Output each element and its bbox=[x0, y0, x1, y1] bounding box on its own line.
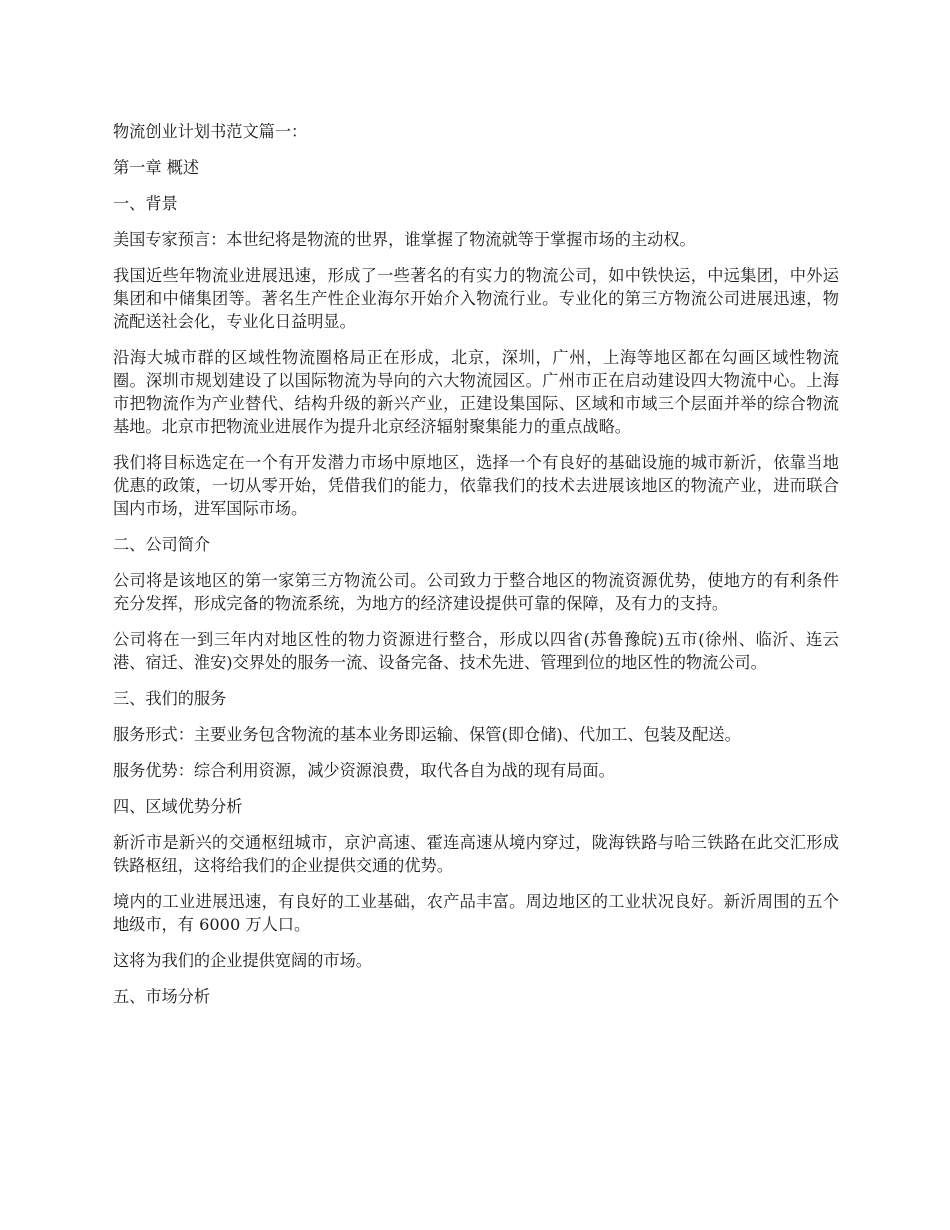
paragraph: 这将为我们的企业提供宽阔的市场。 bbox=[113, 951, 372, 970]
paragraph: 服务优势：综合利用资源，减少资源浪费，取代各自为战的现有局面。 bbox=[113, 761, 615, 780]
paragraph: 我国近些年物流业进展迅速，形成了一些著名的有实力的物流公司，如中铁快运，中远集团，中外运集团和中储集团等。著名生产性企业海尔开始介入物流行业。专业化的第三方物流公司进展迅速，物流配送社会化，专业化日益明显。 bbox=[113, 266, 839, 331]
paragraph: 服务形式：主要业务包含物流的基本业务即运输、保管(即仓储)、代加工、包装及配送。 bbox=[113, 725, 741, 744]
section-heading-regional: 四、区域优势分析 bbox=[113, 797, 243, 816]
section-heading-market: 五、市场分析 bbox=[113, 987, 211, 1006]
document-title: 物流创业计划书范文篇一： bbox=[113, 122, 308, 141]
section-heading-services: 三、我们的服务 bbox=[113, 689, 227, 708]
paragraph: 公司将在一到三年内对地区性的物力资源进行整合，形成以四省(苏鲁豫皖)五市(徐州、临沂、连云港、宿迁、淮安)交界处的服务一流、设备完备、技术先进、管理到位的地区性的物流公司。 bbox=[113, 630, 839, 672]
paragraph: 新沂市是新兴的交通枢纽城市，京沪高速、霍连高速从境内穿过，陇海铁路与哈三铁路在此交汇形成铁路枢纽，这将给我们的企业提供交通的优势。 bbox=[113, 833, 839, 875]
paragraph: 沿海大城市群的区域性物流圈格局正在形成，北京，深圳，广州，上海等地区都在勾画区域性物流圈。深圳市规划建设了以国际物流为导向的六大物流园区。广州市正在启动建设四大物流中心。上海市把物流作为产业替代、结构升级的新兴产业，正建设集国际、区域和市域三个层面并举的综合物流基地。北京市把物流业进展作为提升北京经济辐射聚集能力的重点战略。 bbox=[113, 348, 839, 436]
paragraph: 美国专家预言：本世纪将是物流的世界，谁掌握了物流就等于掌握市场的主动权。 bbox=[113, 230, 696, 249]
paragraph: 公司将是该地区的第一家第三方物流公司。公司致力于整合地区的物流资源优势，使地方的有利条件充分发挥，形成完备的物流系统，为地方的经济建设提供可靠的保障，及有力的支持。 bbox=[113, 571, 839, 613]
chapter-heading: 第一章 概述 bbox=[113, 158, 200, 177]
paragraph: 境内的工业进展迅速，有良好的工业基础，农产品丰富。周边地区的工业状况良好。新沂周围的五个地级市，有 6000 万人口。 bbox=[113, 892, 839, 934]
section-heading-company: 二、公司简介 bbox=[113, 535, 211, 554]
document-page bbox=[113, 120, 839, 1021]
paragraph: 我们将目标选定在一个有开发潜力市场中原地区，选择一个有良好的基础设施的城市新沂，依靠当地优惠的政策，一切从零开始，凭借我们的能力，依靠我们的技术去进展该地区的物流产业，进而联合国内市场，进军国际市场。 bbox=[113, 453, 839, 518]
section-heading-background: 一、背景 bbox=[113, 194, 178, 213]
